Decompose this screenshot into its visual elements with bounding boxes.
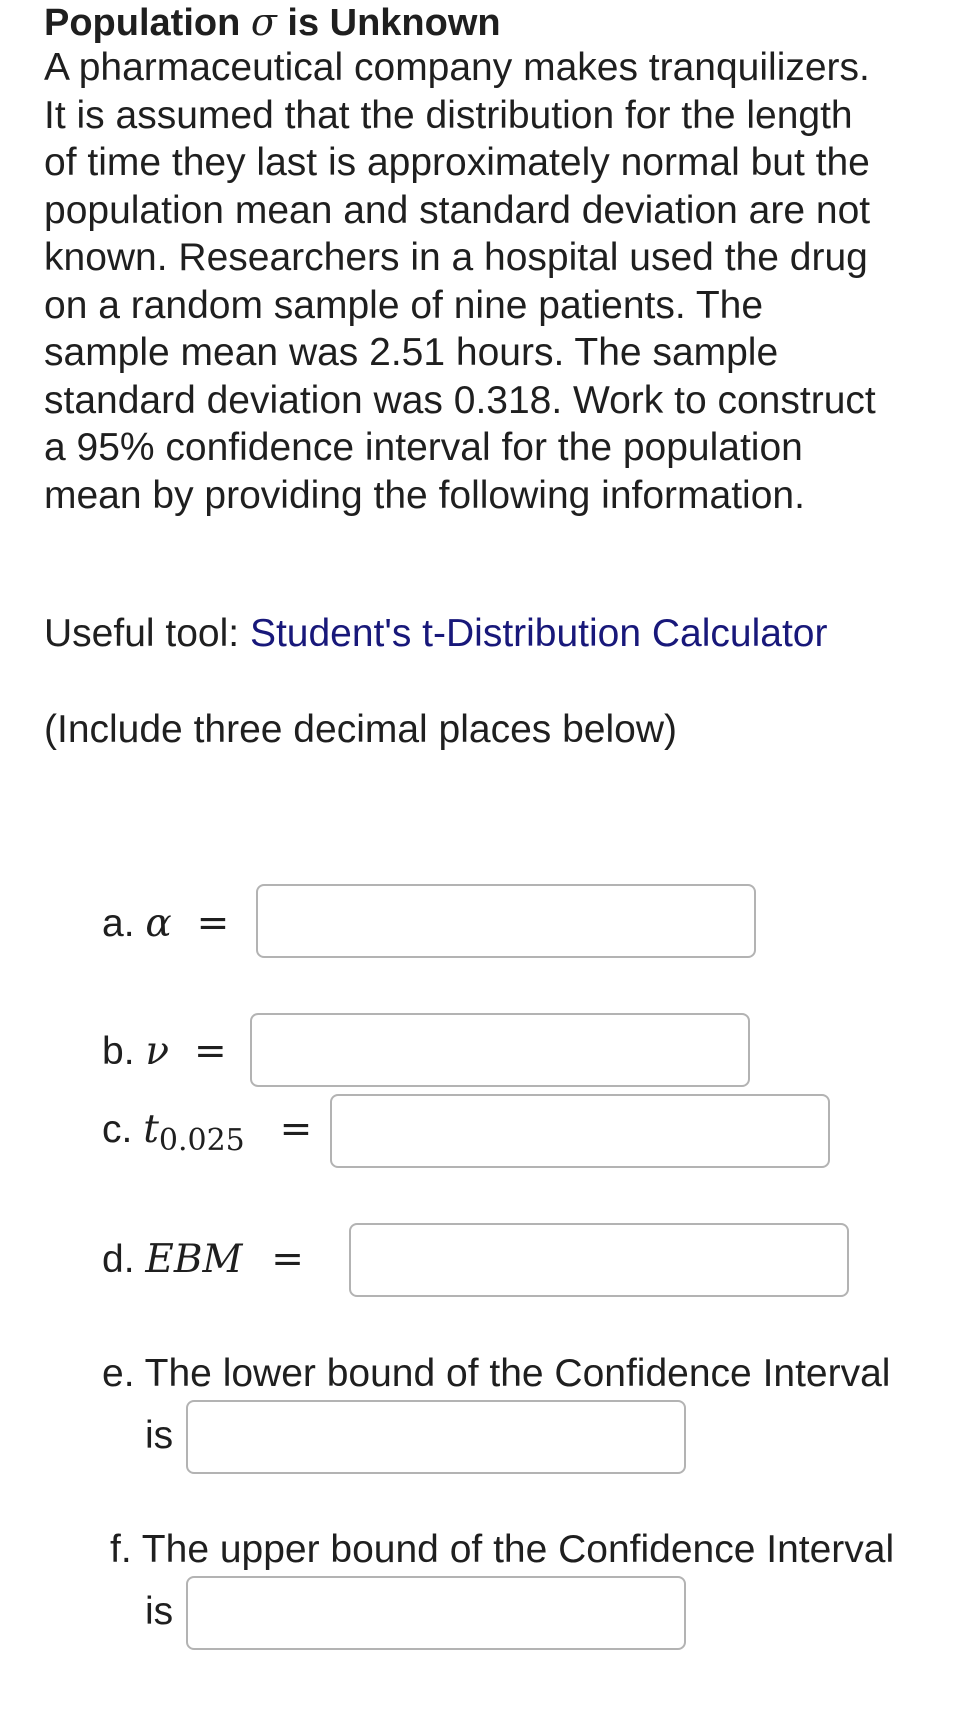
problem-line: It is assumed that the distribution for the length xyxy=(44,93,853,137)
equals-sign: = xyxy=(271,1237,304,1282)
title-suffix: is Unknown xyxy=(287,2,501,44)
problem-statement xyxy=(44,44,949,519)
nu-symbol: ν xyxy=(145,1029,170,1074)
useful-tool xyxy=(44,610,827,658)
question-a-letter: a. xyxy=(102,902,135,945)
problem-line: a 95% confidence interval for the population xyxy=(44,426,803,469)
problem-line: sample mean was 2.51 hours. The sample xyxy=(44,331,779,374)
problem-line: on a random sample of nine patients. The xyxy=(44,283,764,327)
equals-sign: = xyxy=(279,1107,313,1152)
alpha-symbol: α xyxy=(145,901,172,946)
problem-line: known. Researchers in a hospital used the drug xyxy=(44,236,868,279)
useful-tool-prefix: Useful tool: xyxy=(44,612,250,655)
question-e-is: is xyxy=(145,1414,174,1457)
title-prefix: Population xyxy=(44,2,241,44)
t-subscript: 0.025 xyxy=(158,1123,245,1158)
problem-line: A pharmaceutical company makes tranquilizers. xyxy=(44,46,870,89)
question-c-label xyxy=(102,1106,312,1157)
t-distribution-calculator-link[interactable]: Student's t-Distribution Calculator xyxy=(249,612,828,655)
instruction-text: (Include three decimal places below) xyxy=(44,708,677,751)
question-f-label: f. The upper bound of the Confidence Interval xyxy=(110,1528,895,1571)
question-d-label xyxy=(102,1236,304,1284)
ebm-symbol: EBM xyxy=(145,1237,243,1282)
problem-line: mean by providing the following information. xyxy=(44,473,805,517)
t-value-input[interactable] xyxy=(330,1094,830,1168)
lower-bound-input[interactable] xyxy=(186,1400,686,1474)
upper-bound-input[interactable] xyxy=(186,1576,686,1650)
t-symbol: t xyxy=(143,1107,159,1152)
question-b-letter: b. xyxy=(102,1030,135,1073)
page-title xyxy=(44,0,501,45)
degrees-of-freedom-input[interactable] xyxy=(250,1013,750,1087)
equals-sign: = xyxy=(196,901,230,946)
alpha-input[interactable] xyxy=(256,884,756,958)
sigma-symbol: σ xyxy=(250,0,277,44)
question-d-letter: d. xyxy=(102,1238,135,1281)
problem-line: of time they last is approximately normal but the xyxy=(44,141,870,184)
question-f-is: is xyxy=(145,1590,174,1633)
problem-line: population mean and standard deviation are not xyxy=(44,188,871,232)
ebm-input[interactable] xyxy=(349,1223,849,1297)
question-c-letter: c. xyxy=(102,1108,133,1151)
question-a-label xyxy=(102,900,229,948)
question-e-label: e. The lower bound of the Confidence Interval xyxy=(102,1352,891,1395)
question-b-label xyxy=(102,1028,227,1076)
equals-sign: = xyxy=(193,1029,227,1074)
problem-line: standard deviation was 0.318. Work to construct xyxy=(44,378,876,422)
